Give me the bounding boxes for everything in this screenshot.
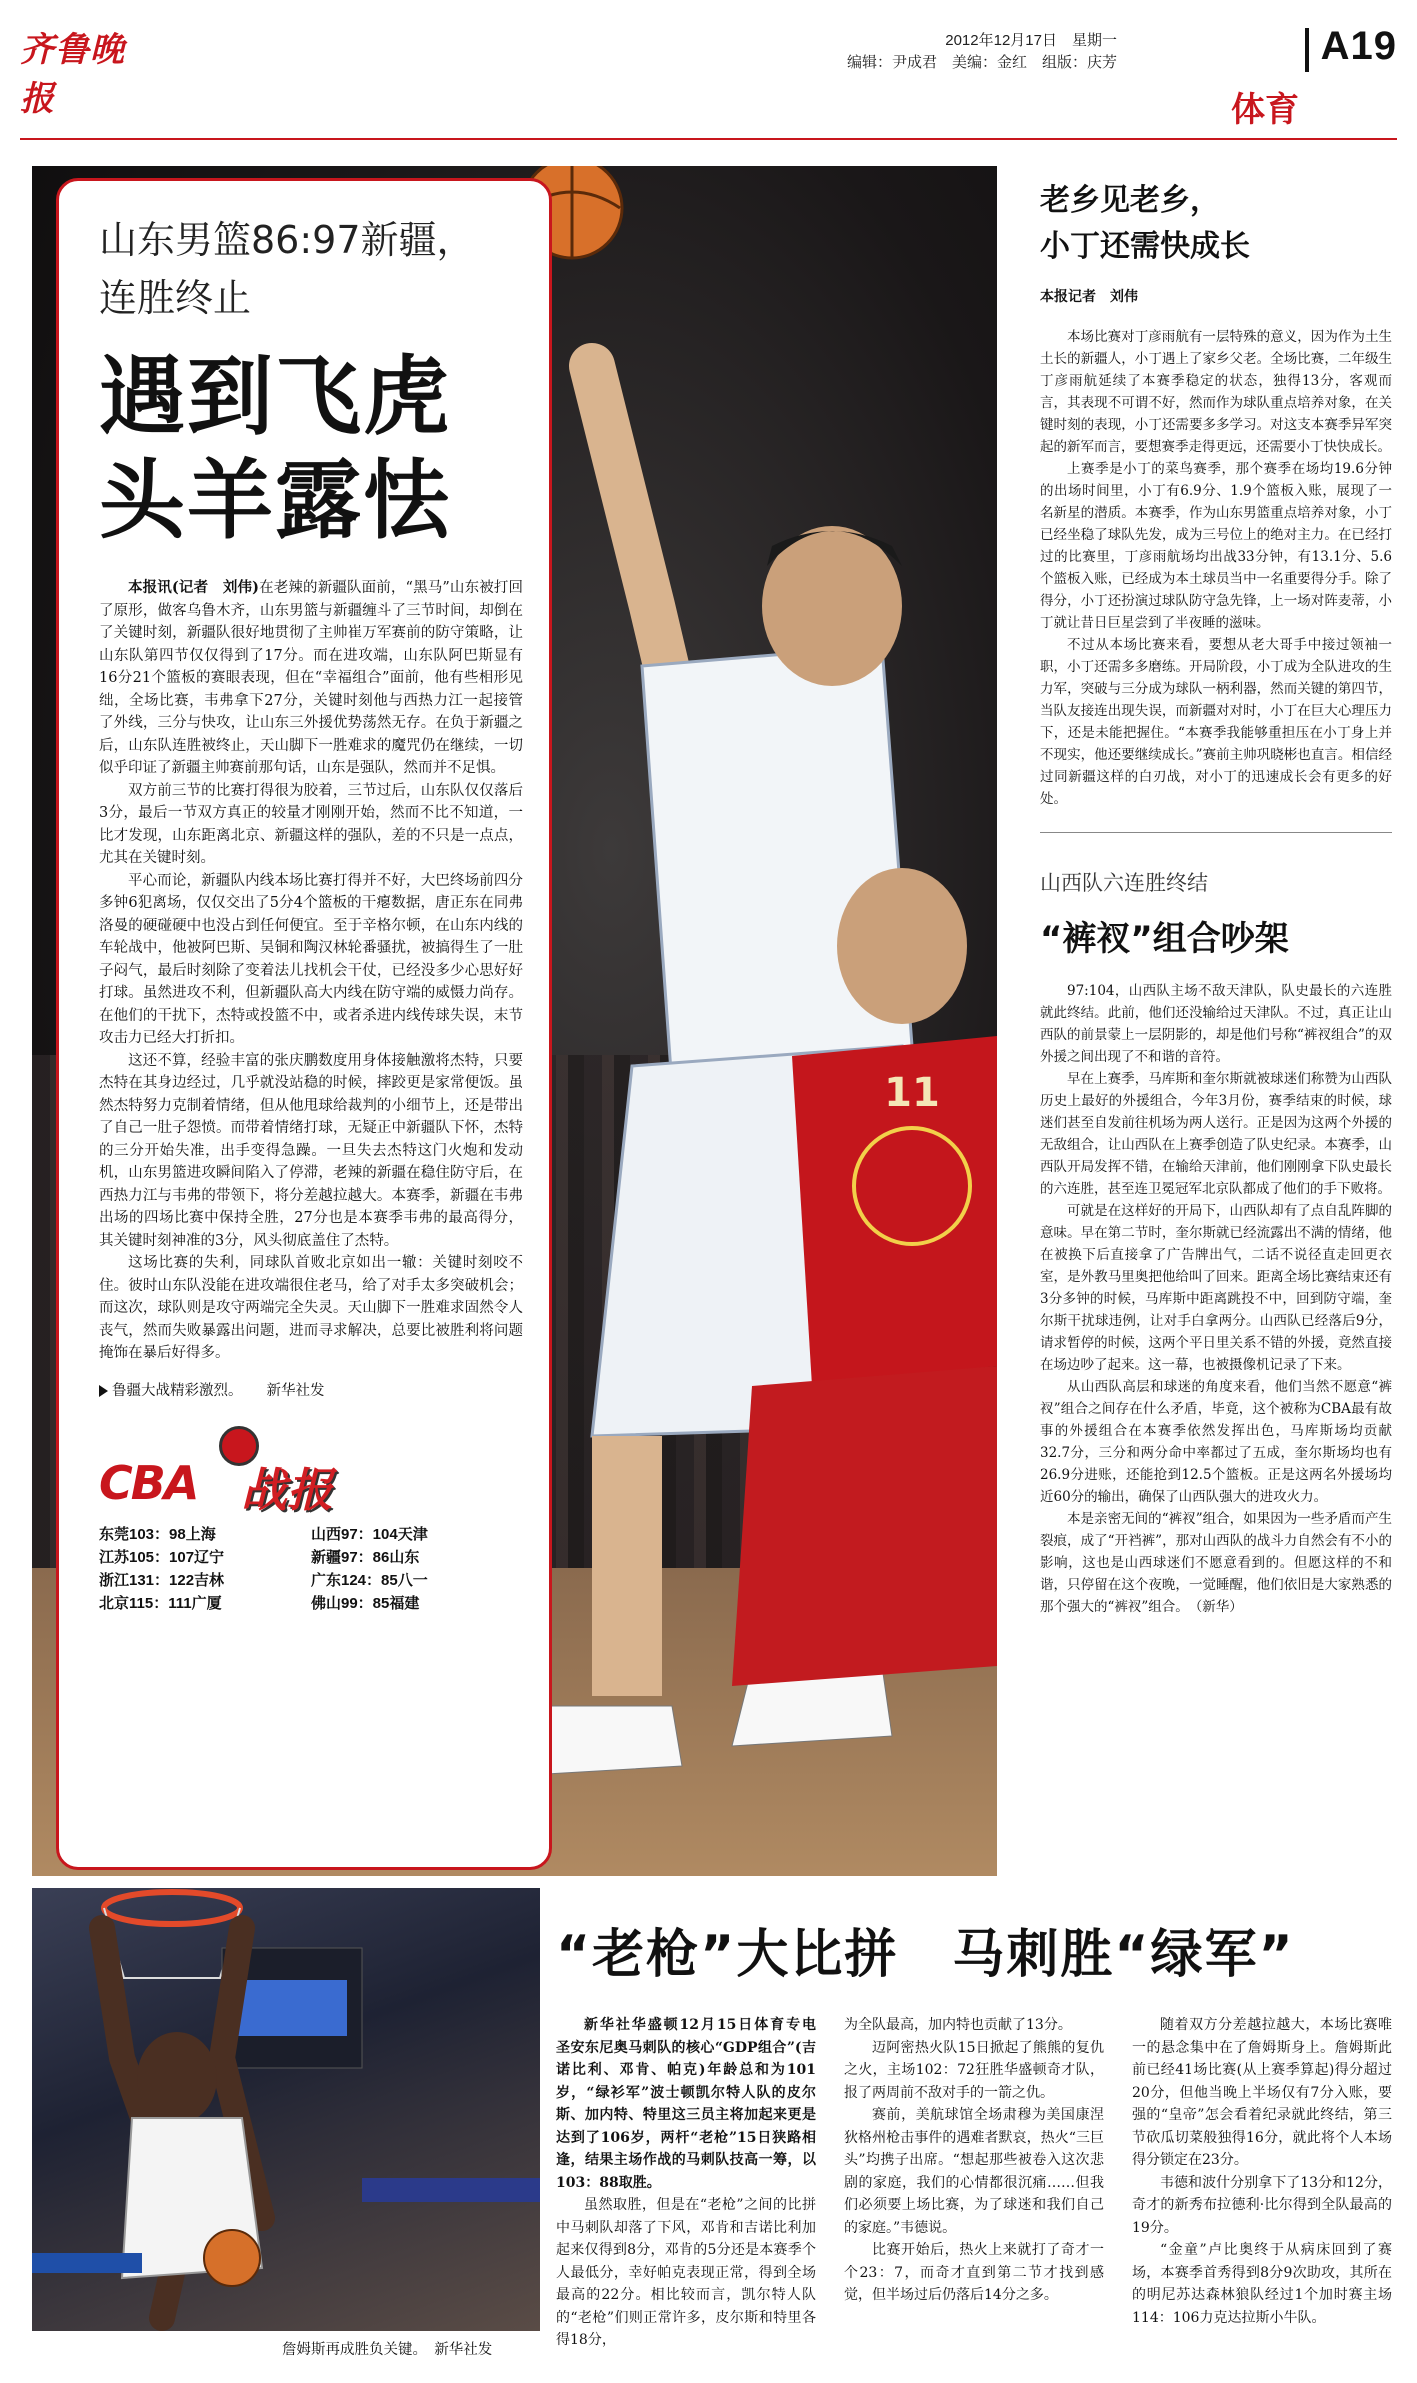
right-paragraph: 可就是在这样好的开局下，山西队却有了点自乱阵脚的意味。早在第二节时，奎尔斯就已经流露出不满的情绪，他在被换下后直接拿了广告牌出气，二话不说径直走回更衣室，是外教马里奥把他给叫了回来。距离全场比赛结束还有3分多钟的时候，马库斯中距离跳投不中，回到防守端，奎尔斯干扰球违例，让对手白拿两分。山西队已经落后9分，请求暂停的时候，这两个平日里关系不错的外援，竟然直接在场边吵了起来。这一幕，也被摄像机记录了下来。 <box>1040 1203 1392 1373</box>
right-paragraph: 97:104，山西队主场不敌天津队，队史最长的六连胜就此终结。此前，他们还没输给过天津队。不过，真正让山西队的前景蒙上一层阴影的，却是他们号称“裤衩组合”的双外援之间出现了不和谐的音符。 <box>1040 983 1392 1065</box>
right-column <box>1040 178 1392 1618</box>
lead-paragraph: 这还不算，经验丰富的张庆鹏数度用身体接触激将杰特，只要杰特在其身边经过，几乎就没站稳的时候，摔跤更是家常便饭。虽然杰特努力克制着情绪，但从他甩球给裁判的小细节上，还是带出了自己一肚子怨愤。而带着情绪打球，无疑正中新疆队下怀，杰特的三分开始失准，出手变得急躁。一旦失去杰特这门火炮和发动机，山东男篮进攻瞬间陷入了停滞，老辣的新疆在稳住防守后，在西热力江与韦弗的带领下，将分差越拉越大。本赛季，新疆在韦弗出场的四场比赛中保持全胜，27分也是本赛季韦弗的最高得分，其关键时刻神准的3分，风头彻底盖住了杰特。 <box>99 1052 523 1249</box>
lead-byline: 本报讯(记者 刘伟) <box>128 579 259 596</box>
caption-text: 鲁疆大战精彩激烈。 <box>112 1382 243 1399</box>
score-item: 广东124：85八一 <box>311 1571 428 1589</box>
dunk-photo <box>32 1888 540 2331</box>
bottom-paragraph: 迈阿密热火队15日掀起了熊熊的复仇之火，主场102：72狂胜华盛顿奇才队，报了两周前不敌对手的一箭之仇。 <box>844 2039 1104 2101</box>
lead-article-body <box>99 577 523 1365</box>
right-headline-line1: 老乡见老乡， <box>1040 183 1220 218</box>
lead-kicker-line2: 连胜终止 <box>99 276 252 320</box>
bottom-column-2 <box>844 2014 1104 2354</box>
right-article2-body <box>1040 980 1392 1618</box>
right-kicker2: 山西队六连胜终结 <box>1040 871 1208 895</box>
masthead-logo: 齐鲁晚报 <box>20 30 125 119</box>
lead-paragraph-text: 在老辣的新疆队面前，“黑马”山东被打回了原形，做客乌鲁木齐，山东男篮与新疆缠斗了三节时间，却倒在了关键时刻，新疆队很好地贯彻了主帅崔万军赛前的防守策略，让山东队第四节仅仅得到了17分。而在进攻端，山东队阿巴斯显有16分21个篮板的赛眼表现，但在“幸福组合”面前，他有些相形见绌，全场比赛，韦弗拿下27分，关键时刻他与西热力江一起接管了外线，三分与快攻，让山东三外援优势荡然无存。在负于新疆之后，山东队连胜被终止，天山脚下一胜难求的魔咒仍在继续，一切似乎印证了新疆主帅赛前那句话，山东是强队，然而并不足惧。 <box>99 580 523 776</box>
caption-credit: 新华社发 <box>266 1382 325 1399</box>
bottom-column-1 <box>556 2014 830 2354</box>
caption-triangle-icon <box>99 1385 108 1397</box>
cba-scores-list <box>99 1524 523 1614</box>
lead-kicker-line1: 山东男篮86:97新疆， <box>99 218 475 262</box>
right-paragraph: 从山西队高层和球迷的角度来看，他们当然不愿意“裤衩”组合之间存在什么矛盾，毕竟，这个被称为CBA最有故事的外援组合在本赛季依然发挥出色，马库斯场均贡献32.7分，三分和两分命中率都过了五成，奎尔斯场均也有26.9分进账，还能抢到12.5个篮板。正是这两名外援场均近60分的输出，确保了山西队强大的进攻火力。 <box>1040 1379 1392 1505</box>
score-item: 浙江131：122吉林 <box>99 1571 225 1589</box>
lead-paragraph: 平心而论，新疆队内线本场比赛打得并不好，大巴终场前四分多钟6犯离场，仅仅交出了5分4个篮板的干瘪数据，唐正东在同弗洛曼的硬碰硬中也没占到任何便宜。至于辛格尔顿，在山东内线的车轮战中，他被阿巴斯、吴铜和陶汉林轮番骚扰，被搞得生了一肚子闷气，最后时刻除了变着法儿找机会干仗，已经没多少心思好好打球。虽然进攻不利，但新疆队高大内线在防守端的威慑力尚存。在他们的干扰下，杰特或投篮不中，或者杀进内线传球失误，末节攻击力已经大打折扣。 <box>99 872 523 1046</box>
page-number-bar <box>1305 28 1309 72</box>
score-item: 佛山99：85福建 <box>311 1594 420 1612</box>
basketball-icon <box>204 2230 260 2286</box>
bottom-paragraph: 赛前，美航球馆全场肃穆为美国康涅狄格州枪击事件的遇难者默哀，热火“三巨头”均携子出席。“想起那些被卷入这次悲剧的家庭，我们的心情都很沉痛……但我们必须要上场比赛，为了球迷和我们自己的家庭。”韦德说。 <box>844 2107 1104 2236</box>
score-item: 北京115：111广厦 <box>99 1594 222 1612</box>
bottom-headline: “老枪”大比拼 马刺胜“绿军” <box>556 1925 1295 1985</box>
right-column-divider <box>1040 832 1392 833</box>
bottom-paragraph: 比赛开始后，热火上来就打了奇才一个23：7，而奇才直到第二节才找到感觉，但半场过后仍落后14分之多。 <box>844 2242 1104 2303</box>
hoop-icon <box>104 1892 240 1924</box>
score-item: 山西97：104天津 <box>311 1525 428 1543</box>
score-item: 江苏105：107辽宁 <box>99 1548 225 1566</box>
lead-paragraph: 双方前三节的比赛打得很为胶着，三节过后，山东队仅仅落后3分，最后一节双方真正的较量才刚刚开始，然而不比不知道，一比才发现，山东距离北京、新疆这样的强队，差的不只是一点点，尤其在关键时刻。 <box>99 782 523 866</box>
right-headline2: “裤衩”组合吵架 <box>1040 919 1289 959</box>
bottom-paragraph: 韦德和波什分别拿下了13分和12分，奇才的新秀布拉德利·比尔得到全队最高的19分。 <box>1132 2174 1392 2236</box>
lead-headline-line1: 遇到飞虎 <box>99 347 451 447</box>
bottom-paragraph: “金童”卢比奥终于从病床回到了赛场，本赛季首秀得到8分9次助攻，其所在的明尼苏达森林狼队经过1个加时赛主场114：106力克达拉斯小牛队。 <box>1132 2242 1392 2326</box>
right-headline-line2: 小丁还需快成长 <box>1040 229 1250 264</box>
bottom-paragraph: 新华社华盛顿12月15日体育专电 圣安东尼奥马刺队的核心“GDP组合”(吉诺比利、邓肯、帕克)年龄总和为101岁，“绿衫军”波士顿凯尔特人队的皮尔斯、加内特、特里这三员主将加起来更是达到了106岁，两杆“老枪”15日狭路相逢，结果主场作战的马刺队技高一筹，以103：88取胜。 <box>556 2017 830 2191</box>
bottom-paragraph: 虽然取胜，但是在“老枪”之间的比拼中马刺队却落了下风，邓肯和吉诺比利加起来仅得到8分，邓肯的5分还是本赛季个人最低分，幸好帕克表现正常，得到全场最高的22分。相比较而言，凯尔特人队的“老枪”们则正常许多，皮尔斯和特里各得18分， <box>556 2197 816 2348</box>
white-jersey-player <box>642 646 912 1086</box>
cba-report-logo <box>99 1426 523 1517</box>
bottom-paragraph: 为全队最高，加内特也贡献了13分。 <box>844 2017 1072 2033</box>
right-paragraph: 本是亲密无间的“裤衩”组合，如果因为一些矛盾而产生裂痕，成了“开裆裤”，那对山西队的战斗力自然会有不小的影响，这也是山西球迷们不愿意看到的。但愿这样的不和谐，只停留在这个夜晚，一觉睡醒，他们依旧是大家熟悉的那个强大的“裤衩”组合。 （新华） <box>1040 1511 1392 1615</box>
lead-headline-line2: 头羊露怯 <box>99 451 451 551</box>
date-and-editors <box>847 30 1117 74</box>
photo-caption <box>99 1379 523 1400</box>
dunk-caption-text: 詹姆斯再成胜负关键。 <box>282 2342 420 2358</box>
bottom-column-3 <box>1132 2014 1392 2354</box>
right-headline <box>1040 178 1392 270</box>
right-article-body <box>1040 326 1392 810</box>
header-rule <box>20 138 1397 140</box>
right-byline: 本报记者 刘伟 <box>1040 289 1138 305</box>
dunk-photo-caption <box>282 2338 492 2359</box>
bottom-paragraph: 随着双方分差越拉越大，本场比赛唯一的悬念集中在了詹姆斯身上。詹姆斯此前已经41场比赛(从上赛季算起)得分超过20分，但他当晚上半场仅有7分入账，要强的“皇帝”怎会看着纪录就此终结，第三节砍瓜切菜般独得16分，就此将个人本场得分锁定在23分。 <box>1132 2017 1392 2168</box>
bottom-article <box>556 2014 1392 2354</box>
dunk-illustration <box>32 1888 540 2331</box>
page-number <box>1321 24 1397 69</box>
right-paragraph: 上赛季是小丁的菜鸟赛季，那个赛季在场均19.6分钟的出场时间里，小丁有6.9分、1.9个篮板入账，展现了一名新星的潜质。本赛季，作为山东男篮重点培养对象，小丁已经坐稳了球队先发，成为三号位上的绝对主力。在已经打过的比赛里，丁彦雨航场均出战33分钟，有13.1分、5.6个篮板入账，已经成为本土球员当中一名重要得分手。除了得分，小丁还扮演过球队防守急先锋，上一场对阵麦蒂，小丁就让昔日巨星尝到了半夜睡的滋味。 <box>1040 461 1392 631</box>
dunk-caption-credit: 新华社发 <box>434 2342 493 2358</box>
score-item: 东莞103：98上海 <box>99 1525 216 1543</box>
lead-kicker <box>99 211 523 327</box>
lead-paragraph: 这场比赛的失利，同球队首败北京如出一辙：关键时刻咬不住。彼时山东队没能在进攻端很住老马，给了对手太多突破机会；而这次，球队则是攻守两端完全失灵。天山脚下一胜难求固然令人丧气，然而失败暴露出问题，进而寻求解决，总要比被胜利将问题掩饰在暴后好得多。 <box>99 1255 523 1361</box>
right-paragraph: 不过从本场比赛来看，要想从老大哥手中接过领袖一职，小丁还需多多磨练。开局阶段，小丁成为全队进攻的生力军，突破与三分成为球队一柄利器，然而关键的第四节，当队友接连出现失误，而新疆对对时，小丁在巨大心理压力下，还是未能把握住。“本赛季我能够重担压在小丁身上并不现实，他还要继续成长。”赛前主帅巩晓彬也直言。相信经过同新疆这样的白刃战，对小丁的迅速成长会有更多的好处。 <box>1040 637 1392 807</box>
cba-logo-suffix: 战报 <box>241 1462 333 1517</box>
right-paragraph: 早在上赛季，马库斯和奎尔斯就被球迷们称赞为山西队历史上最好的外援组合，今年3月份，赛季结束的时候，球迷们甚至自发前往机场为两人送行。正是因为这两个外援的无敌组合，让山西队在上赛季创造了队史纪录。本赛季，山西队开局发挥不错，在输给天津前，他们刚刚拿下队史最长的六连胜，甚至连卫冕冠军北京队都成了他们的手下败将。 <box>1040 1071 1392 1197</box>
page-number-text: A19 <box>1320 24 1397 68</box>
cba-logo-text: CBA <box>99 1455 198 1510</box>
lead-headline <box>99 345 523 553</box>
svg-text:11: 11 <box>884 1070 940 1116</box>
lead-article-box <box>56 178 552 1870</box>
editors-line: 编辑：尹成君 美编：金红 组版：庆芳 <box>846 54 1117 71</box>
date-line: 2012年12月17日 星期一 <box>945 32 1117 49</box>
lead-paragraph <box>99 577 523 780</box>
score-item: 新疆97：86山东 <box>311 1548 420 1566</box>
section-title: 体育 <box>1231 91 1299 129</box>
right-paragraph: 本场比赛对丁彦雨航有一层特殊的意义，因为作为土生土长的新疆人，小丁遇上了家乡父老。全场比赛，二年级生丁彦雨航延续了本赛季稳定的状态，独得13分，客观而言，其表现不可谓不好，然而作为球队重点培养对象，在关键时刻的表现，小丁还需要多多学习。对这支本赛季异军突起的新军而言，要想赛季走得更远，还需要小丁快快成长。 <box>1040 329 1392 455</box>
